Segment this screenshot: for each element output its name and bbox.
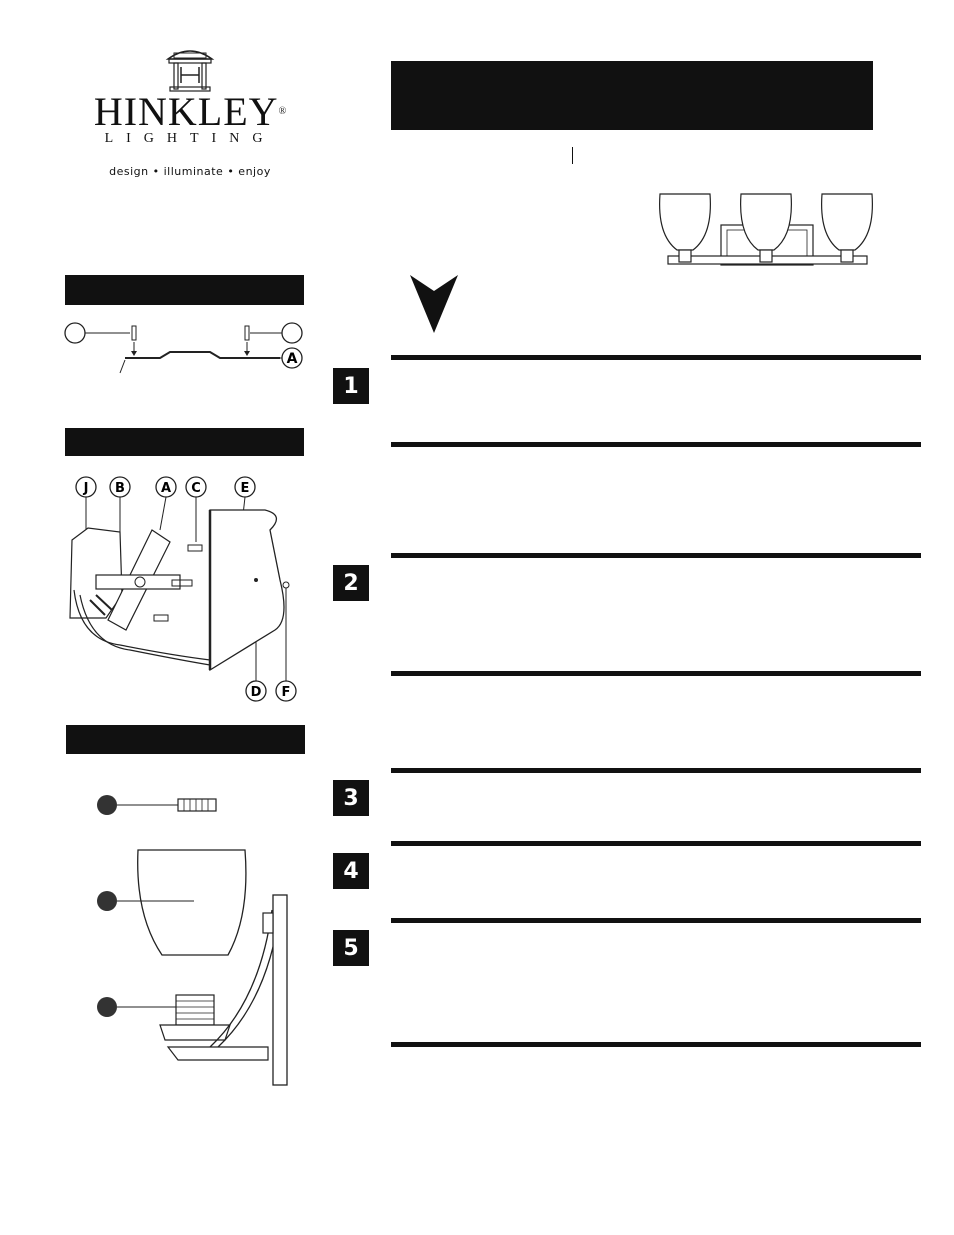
down-arrow-icon [410,275,458,335]
registered-mark: ® [278,106,287,117]
callout-f: F [281,685,291,700]
callout-j: J [83,481,89,496]
callout-d: D [250,685,262,700]
step-3-badge: 3 [333,780,369,816]
section-bar-parts [66,725,305,754]
step-2-badge: 2 [333,565,369,601]
brand-name [78,90,302,134]
rule-8 [391,1042,921,1047]
wiring-diagram [60,470,310,710]
rule-5 [391,768,921,773]
section-bar-mounting [65,275,304,305]
rule-7 [391,918,921,923]
parts-diagram [90,785,300,1090]
title-divider [572,147,573,164]
callout-c: C [191,481,201,496]
rule-4 [391,671,921,676]
callout-e: E [240,481,250,496]
brand-subtitle: LIGHTING [104,131,276,146]
step-5-badge: 5 [333,930,369,966]
callout-a-wiring: A [160,481,172,496]
section-bar-wiring [65,428,304,456]
rule-6 [391,841,921,846]
fixture-illustration [655,190,880,270]
callout-b: B [115,481,125,496]
brand-tagline: design • illuminate • enjoy [109,165,271,178]
rule-3 [391,553,921,558]
rule-2 [391,442,921,447]
hinkley-logo-icon [160,45,220,93]
mounting-diagram [60,318,310,383]
step-1-badge: 1 [333,368,369,404]
callout-a-mount: A [286,351,298,367]
brand-name-text: HINKLEY [93,89,279,134]
title-bar [391,61,873,130]
step-4-badge: 4 [333,853,369,889]
rule-1 [391,355,921,360]
